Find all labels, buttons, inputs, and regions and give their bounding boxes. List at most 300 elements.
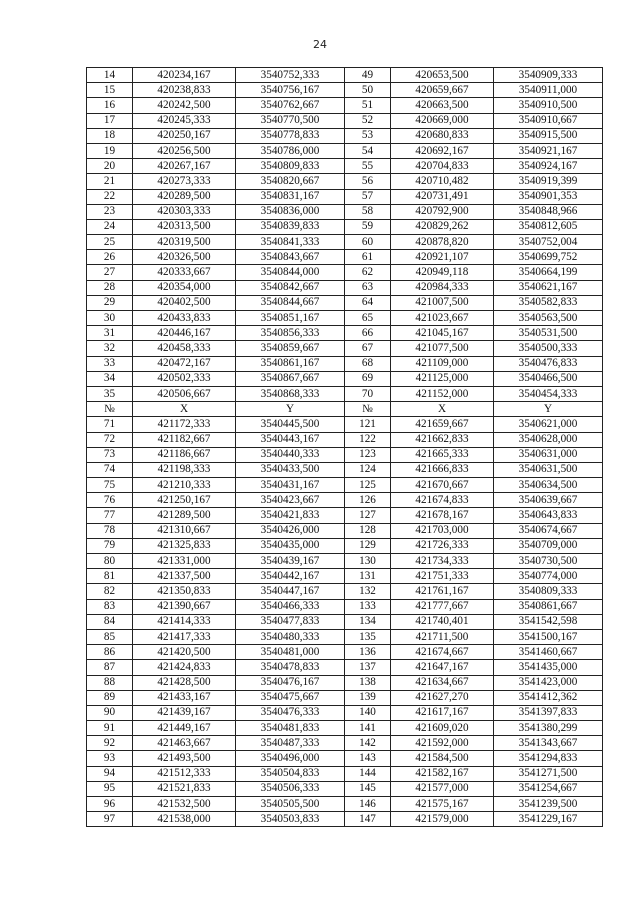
x-coordinate-cell: 421575,167 xyxy=(391,797,494,812)
point-number-cell: 131 xyxy=(345,569,391,584)
table-row xyxy=(87,143,603,158)
table-row xyxy=(87,538,603,553)
point-number-cell: 57 xyxy=(345,189,391,204)
table-row xyxy=(87,493,603,508)
point-number-cell: 90 xyxy=(87,705,133,720)
point-number-cell: 32 xyxy=(87,341,133,356)
x-coordinate-cell: 421289,500 xyxy=(133,508,236,523)
point-number-cell: 127 xyxy=(345,508,391,523)
point-number-cell: 19 xyxy=(87,143,133,158)
x-coordinate-cell: 421007,500 xyxy=(391,295,494,310)
y-coordinate-cell: 3540481,833 xyxy=(236,721,345,736)
point-number-cell: 129 xyxy=(345,538,391,553)
table-row xyxy=(87,751,603,766)
x-coordinate-cell: 420242,500 xyxy=(133,98,236,113)
x-coordinate-cell: 421390,667 xyxy=(133,599,236,614)
point-number-cell: 59 xyxy=(345,219,391,234)
y-coordinate-cell: 3540454,333 xyxy=(494,386,603,401)
header-cell-x: X xyxy=(133,402,236,417)
x-coordinate-cell: 420238,833 xyxy=(133,83,236,98)
x-coordinate-cell: 421634,667 xyxy=(391,675,494,690)
point-number-cell: 76 xyxy=(87,493,133,508)
x-coordinate-cell: 421577,000 xyxy=(391,781,494,796)
y-coordinate-cell: 3540844,667 xyxy=(236,295,345,310)
y-coordinate-cell: 3540752,004 xyxy=(494,235,603,250)
point-number-cell: 88 xyxy=(87,675,133,690)
table-row xyxy=(87,812,603,827)
point-number-cell: 81 xyxy=(87,569,133,584)
point-number-cell: 66 xyxy=(345,326,391,341)
point-number-cell: 83 xyxy=(87,599,133,614)
header-cell-num: № xyxy=(87,402,133,417)
y-coordinate-cell: 3540639,667 xyxy=(494,493,603,508)
point-number-cell: 126 xyxy=(345,493,391,508)
y-coordinate-cell: 3541229,167 xyxy=(494,812,603,827)
point-number-cell: 82 xyxy=(87,584,133,599)
table-row xyxy=(87,68,603,83)
point-number-cell: 30 xyxy=(87,311,133,326)
x-coordinate-cell: 421761,167 xyxy=(391,584,494,599)
point-number-cell: 139 xyxy=(345,690,391,705)
y-coordinate-cell: 3540421,833 xyxy=(236,508,345,523)
y-coordinate-cell: 3540867,667 xyxy=(236,371,345,386)
x-coordinate-cell: 421337,500 xyxy=(133,569,236,584)
x-coordinate-cell: 420234,167 xyxy=(133,68,236,83)
table-row xyxy=(87,235,603,250)
x-coordinate-cell: 421125,000 xyxy=(391,371,494,386)
y-coordinate-cell: 3540440,333 xyxy=(236,447,345,462)
x-coordinate-cell: 421734,333 xyxy=(391,554,494,569)
x-coordinate-cell: 420245,333 xyxy=(133,113,236,128)
y-coordinate-cell: 3540924,167 xyxy=(494,159,603,174)
point-number-cell: 24 xyxy=(87,219,133,234)
y-coordinate-cell: 3540563,500 xyxy=(494,311,603,326)
x-coordinate-cell: 421210,333 xyxy=(133,478,236,493)
y-coordinate-cell: 3541542,598 xyxy=(494,614,603,629)
point-number-cell: 62 xyxy=(345,265,391,280)
x-coordinate-cell: 420333,667 xyxy=(133,265,236,280)
point-number-cell: 132 xyxy=(345,584,391,599)
point-number-cell: 74 xyxy=(87,462,133,477)
y-coordinate-cell: 3540786,000 xyxy=(236,143,345,158)
header-cell-x: X xyxy=(391,402,494,417)
y-coordinate-cell: 3540476,833 xyxy=(494,356,603,371)
point-number-cell: 145 xyxy=(345,781,391,796)
table-row xyxy=(87,766,603,781)
x-coordinate-cell: 421493,500 xyxy=(133,751,236,766)
y-coordinate-cell: 3540631,500 xyxy=(494,462,603,477)
x-coordinate-cell: 421659,667 xyxy=(391,417,494,432)
point-number-cell: 84 xyxy=(87,614,133,629)
x-coordinate-cell: 421023,667 xyxy=(391,311,494,326)
y-coordinate-cell: 3540531,500 xyxy=(494,326,603,341)
y-coordinate-cell: 3541412,362 xyxy=(494,690,603,705)
y-coordinate-cell: 3540423,667 xyxy=(236,493,345,508)
header-cell-y: Y xyxy=(236,402,345,417)
point-number-cell: 97 xyxy=(87,812,133,827)
x-coordinate-cell: 421584,500 xyxy=(391,751,494,766)
point-number-cell: 16 xyxy=(87,98,133,113)
point-number-cell: 56 xyxy=(345,174,391,189)
y-coordinate-cell: 3540844,000 xyxy=(236,265,345,280)
y-coordinate-cell: 3540831,167 xyxy=(236,189,345,204)
x-coordinate-cell: 421674,833 xyxy=(391,493,494,508)
y-coordinate-cell: 3540921,167 xyxy=(494,143,603,158)
point-number-cell: 122 xyxy=(345,432,391,447)
x-coordinate-cell: 421670,667 xyxy=(391,478,494,493)
point-number-cell: 67 xyxy=(345,341,391,356)
y-coordinate-cell: 3540778,833 xyxy=(236,128,345,143)
x-coordinate-cell: 420256,500 xyxy=(133,143,236,158)
point-number-cell: 53 xyxy=(345,128,391,143)
table-row xyxy=(87,797,603,812)
point-number-cell: 35 xyxy=(87,386,133,401)
table-row xyxy=(87,554,603,569)
table-row xyxy=(87,660,603,675)
y-coordinate-cell: 3540435,000 xyxy=(236,538,345,553)
table-row xyxy=(87,356,603,371)
x-coordinate-cell: 420402,500 xyxy=(133,295,236,310)
table-row xyxy=(87,614,603,629)
y-coordinate-cell: 3540909,333 xyxy=(494,68,603,83)
y-coordinate-cell: 3540809,833 xyxy=(236,159,345,174)
y-coordinate-cell: 3540812,605 xyxy=(494,219,603,234)
x-coordinate-cell: 421186,667 xyxy=(133,447,236,462)
x-coordinate-cell: 420326,500 xyxy=(133,250,236,265)
point-number-cell: 14 xyxy=(87,68,133,83)
x-coordinate-cell: 420319,500 xyxy=(133,235,236,250)
x-coordinate-cell: 420267,167 xyxy=(133,159,236,174)
point-number-cell: 138 xyxy=(345,675,391,690)
x-coordinate-cell: 421579,000 xyxy=(391,812,494,827)
point-number-cell: 80 xyxy=(87,554,133,569)
table-row xyxy=(87,250,603,265)
y-coordinate-cell: 3540643,833 xyxy=(494,508,603,523)
x-coordinate-cell: 421711,500 xyxy=(391,629,494,644)
y-coordinate-cell: 3540433,500 xyxy=(236,462,345,477)
table-row xyxy=(87,736,603,751)
y-coordinate-cell: 3540445,500 xyxy=(236,417,345,432)
x-coordinate-cell: 420653,500 xyxy=(391,68,494,83)
x-coordinate-cell: 421532,500 xyxy=(133,797,236,812)
y-coordinate-cell: 3540504,833 xyxy=(236,766,345,781)
table-row xyxy=(87,113,603,128)
y-coordinate-cell: 3540475,667 xyxy=(236,690,345,705)
table-row xyxy=(87,371,603,386)
y-coordinate-cell: 3540910,667 xyxy=(494,113,603,128)
y-coordinate-cell: 3540466,333 xyxy=(236,599,345,614)
x-coordinate-cell: 421172,333 xyxy=(133,417,236,432)
y-coordinate-cell: 3540809,333 xyxy=(494,584,603,599)
x-coordinate-cell: 420663,500 xyxy=(391,98,494,113)
y-coordinate-cell: 3540634,500 xyxy=(494,478,603,493)
point-number-cell: 65 xyxy=(345,311,391,326)
point-number-cell: 140 xyxy=(345,705,391,720)
x-coordinate-cell: 421045,167 xyxy=(391,326,494,341)
point-number-cell: 89 xyxy=(87,690,133,705)
point-number-cell: 71 xyxy=(87,417,133,432)
y-coordinate-cell: 3540628,000 xyxy=(494,432,603,447)
point-number-cell: 29 xyxy=(87,295,133,310)
point-number-cell: 94 xyxy=(87,766,133,781)
x-coordinate-cell: 421325,833 xyxy=(133,538,236,553)
table-row xyxy=(87,341,603,356)
point-number-cell: 58 xyxy=(345,204,391,219)
point-number-cell: 95 xyxy=(87,781,133,796)
x-coordinate-cell: 421250,167 xyxy=(133,493,236,508)
coordinates-table-body xyxy=(87,68,603,827)
y-coordinate-cell: 3540752,333 xyxy=(236,68,345,83)
point-number-cell: 135 xyxy=(345,629,391,644)
x-coordinate-cell: 421439,167 xyxy=(133,705,236,720)
table-row xyxy=(87,705,603,720)
y-coordinate-cell: 3541423,000 xyxy=(494,675,603,690)
table-row xyxy=(87,432,603,447)
x-coordinate-cell: 421077,500 xyxy=(391,341,494,356)
x-coordinate-cell: 421726,333 xyxy=(391,538,494,553)
table-row xyxy=(87,478,603,493)
table-row xyxy=(87,645,603,660)
point-number-cell: 91 xyxy=(87,721,133,736)
point-number-cell: 75 xyxy=(87,478,133,493)
point-number-cell: 27 xyxy=(87,265,133,280)
x-coordinate-cell: 420669,000 xyxy=(391,113,494,128)
x-coordinate-cell: 421703,000 xyxy=(391,523,494,538)
x-coordinate-cell: 420433,833 xyxy=(133,311,236,326)
point-number-cell: 51 xyxy=(345,98,391,113)
table-row xyxy=(87,98,603,113)
x-coordinate-cell: 420792,900 xyxy=(391,204,494,219)
point-number-cell: 79 xyxy=(87,538,133,553)
x-coordinate-cell: 420984,333 xyxy=(391,280,494,295)
x-coordinate-cell: 421538,000 xyxy=(133,812,236,827)
y-coordinate-cell: 3540506,333 xyxy=(236,781,345,796)
x-coordinate-cell: 420458,333 xyxy=(133,341,236,356)
x-coordinate-cell: 420680,833 xyxy=(391,128,494,143)
x-coordinate-cell: 421331,000 xyxy=(133,554,236,569)
point-number-cell: 77 xyxy=(87,508,133,523)
point-number-cell: 54 xyxy=(345,143,391,158)
point-number-cell: 20 xyxy=(87,159,133,174)
y-coordinate-cell: 3541397,833 xyxy=(494,705,603,720)
header-cell-num: № xyxy=(345,402,391,417)
y-coordinate-cell: 3540481,000 xyxy=(236,645,345,660)
x-coordinate-cell: 420313,500 xyxy=(133,219,236,234)
table-row xyxy=(87,675,603,690)
y-coordinate-cell: 3540503,833 xyxy=(236,812,345,827)
point-number-cell: 78 xyxy=(87,523,133,538)
y-coordinate-cell: 3541239,500 xyxy=(494,797,603,812)
point-number-cell: 72 xyxy=(87,432,133,447)
x-coordinate-cell: 420878,820 xyxy=(391,235,494,250)
y-coordinate-cell: 3540505,500 xyxy=(236,797,345,812)
y-coordinate-cell: 3540843,667 xyxy=(236,250,345,265)
point-number-cell: 146 xyxy=(345,797,391,812)
y-coordinate-cell: 3541343,667 xyxy=(494,736,603,751)
point-number-cell: 28 xyxy=(87,280,133,295)
y-coordinate-cell: 3541460,667 xyxy=(494,645,603,660)
point-number-cell: 128 xyxy=(345,523,391,538)
y-coordinate-cell: 3540910,500 xyxy=(494,98,603,113)
y-coordinate-cell: 3540861,667 xyxy=(494,599,603,614)
point-number-cell: 26 xyxy=(87,250,133,265)
x-coordinate-cell: 421666,833 xyxy=(391,462,494,477)
x-coordinate-cell: 421627,270 xyxy=(391,690,494,705)
y-coordinate-cell: 3540431,167 xyxy=(236,478,345,493)
header-cell-y: Y xyxy=(494,402,603,417)
y-coordinate-cell: 3540447,167 xyxy=(236,584,345,599)
table-row xyxy=(87,721,603,736)
x-coordinate-cell: 420250,167 xyxy=(133,128,236,143)
point-number-cell: 68 xyxy=(345,356,391,371)
y-coordinate-cell: 3540859,667 xyxy=(236,341,345,356)
point-number-cell: 125 xyxy=(345,478,391,493)
y-coordinate-cell: 3540868,333 xyxy=(236,386,345,401)
x-coordinate-cell: 421152,000 xyxy=(391,386,494,401)
table-row xyxy=(87,508,603,523)
table-row xyxy=(87,584,603,599)
y-coordinate-cell: 3540439,167 xyxy=(236,554,345,569)
y-coordinate-cell: 3540674,667 xyxy=(494,523,603,538)
point-number-cell: 18 xyxy=(87,128,133,143)
x-coordinate-cell: 421414,333 xyxy=(133,614,236,629)
table-row xyxy=(87,326,603,341)
y-coordinate-cell: 3540443,167 xyxy=(236,432,345,447)
y-coordinate-cell: 3540621,167 xyxy=(494,280,603,295)
x-coordinate-cell: 421428,500 xyxy=(133,675,236,690)
point-number-cell: 130 xyxy=(345,554,391,569)
table-row xyxy=(87,386,603,401)
x-coordinate-cell: 421617,167 xyxy=(391,705,494,720)
point-number-cell: 31 xyxy=(87,326,133,341)
x-coordinate-cell: 421512,333 xyxy=(133,766,236,781)
point-number-cell: 50 xyxy=(345,83,391,98)
x-coordinate-cell: 420710,482 xyxy=(391,174,494,189)
point-number-cell: 70 xyxy=(345,386,391,401)
x-coordinate-cell: 420354,000 xyxy=(133,280,236,295)
x-coordinate-cell: 421609,020 xyxy=(391,721,494,736)
table-row xyxy=(87,204,603,219)
table-row xyxy=(87,159,603,174)
table-row xyxy=(87,265,603,280)
point-number-cell: 52 xyxy=(345,113,391,128)
table-row xyxy=(87,311,603,326)
point-number-cell: 141 xyxy=(345,721,391,736)
y-coordinate-cell: 3541294,833 xyxy=(494,751,603,766)
point-number-cell: 73 xyxy=(87,447,133,462)
y-coordinate-cell: 3540476,333 xyxy=(236,705,345,720)
x-coordinate-cell: 421740,401 xyxy=(391,614,494,629)
point-number-cell: 60 xyxy=(345,235,391,250)
y-coordinate-cell: 3540664,199 xyxy=(494,265,603,280)
y-coordinate-cell: 3540851,167 xyxy=(236,311,345,326)
x-coordinate-cell: 420446,167 xyxy=(133,326,236,341)
x-coordinate-cell: 421198,333 xyxy=(133,462,236,477)
x-coordinate-cell: 421449,167 xyxy=(133,721,236,736)
table-header-row xyxy=(87,402,603,417)
y-coordinate-cell: 3540496,000 xyxy=(236,751,345,766)
point-number-cell: 137 xyxy=(345,660,391,675)
point-number-cell: 144 xyxy=(345,766,391,781)
table-row xyxy=(87,219,603,234)
x-coordinate-cell: 420502,333 xyxy=(133,371,236,386)
table-row xyxy=(87,629,603,644)
point-number-cell: 49 xyxy=(345,68,391,83)
y-coordinate-cell: 3540477,833 xyxy=(236,614,345,629)
table-row xyxy=(87,599,603,614)
y-coordinate-cell: 3540774,000 xyxy=(494,569,603,584)
y-coordinate-cell: 3540709,000 xyxy=(494,538,603,553)
x-coordinate-cell: 421424,833 xyxy=(133,660,236,675)
y-coordinate-cell: 3540919,399 xyxy=(494,174,603,189)
x-coordinate-cell: 420659,667 xyxy=(391,83,494,98)
x-coordinate-cell: 420704,833 xyxy=(391,159,494,174)
point-number-cell: 87 xyxy=(87,660,133,675)
table-row xyxy=(87,174,603,189)
y-coordinate-cell: 3540820,667 xyxy=(236,174,345,189)
y-coordinate-cell: 3540911,000 xyxy=(494,83,603,98)
y-coordinate-cell: 3541435,000 xyxy=(494,660,603,675)
point-number-cell: 93 xyxy=(87,751,133,766)
x-coordinate-cell: 421662,833 xyxy=(391,432,494,447)
x-coordinate-cell: 420949,118 xyxy=(391,265,494,280)
y-coordinate-cell: 3540841,333 xyxy=(236,235,345,250)
point-number-cell: 121 xyxy=(345,417,391,432)
table-row xyxy=(87,523,603,538)
point-number-cell: 96 xyxy=(87,797,133,812)
y-coordinate-cell: 3540848,966 xyxy=(494,204,603,219)
table-row xyxy=(87,447,603,462)
x-coordinate-cell: 421182,667 xyxy=(133,432,236,447)
table-row xyxy=(87,417,603,432)
y-coordinate-cell: 3540480,333 xyxy=(236,629,345,644)
point-number-cell: 123 xyxy=(345,447,391,462)
table-row xyxy=(87,569,603,584)
x-coordinate-cell: 421420,500 xyxy=(133,645,236,660)
point-number-cell: 34 xyxy=(87,371,133,386)
point-number-cell: 136 xyxy=(345,645,391,660)
y-coordinate-cell: 3541500,167 xyxy=(494,629,603,644)
x-coordinate-cell: 421678,167 xyxy=(391,508,494,523)
page-number: 24 xyxy=(313,38,327,51)
point-number-cell: 22 xyxy=(87,189,133,204)
point-number-cell: 142 xyxy=(345,736,391,751)
point-number-cell: 61 xyxy=(345,250,391,265)
point-number-cell: 15 xyxy=(87,83,133,98)
point-number-cell: 92 xyxy=(87,736,133,751)
y-coordinate-cell: 3541380,299 xyxy=(494,721,603,736)
table-row xyxy=(87,295,603,310)
point-number-cell: 147 xyxy=(345,812,391,827)
x-coordinate-cell: 421592,000 xyxy=(391,736,494,751)
x-coordinate-cell: 421417,333 xyxy=(133,629,236,644)
x-coordinate-cell: 421463,667 xyxy=(133,736,236,751)
y-coordinate-cell: 3541254,667 xyxy=(494,781,603,796)
table-row xyxy=(87,280,603,295)
point-number-cell: 143 xyxy=(345,751,391,766)
point-number-cell: 63 xyxy=(345,280,391,295)
coordinates-table xyxy=(86,67,603,827)
point-number-cell: 85 xyxy=(87,629,133,644)
x-coordinate-cell: 421109,000 xyxy=(391,356,494,371)
x-coordinate-cell: 420273,333 xyxy=(133,174,236,189)
y-coordinate-cell: 3540836,000 xyxy=(236,204,345,219)
y-coordinate-cell: 3540487,333 xyxy=(236,736,345,751)
x-coordinate-cell: 421350,833 xyxy=(133,584,236,599)
x-coordinate-cell: 421665,333 xyxy=(391,447,494,462)
y-coordinate-cell: 3540901,353 xyxy=(494,189,603,204)
point-number-cell: 134 xyxy=(345,614,391,629)
